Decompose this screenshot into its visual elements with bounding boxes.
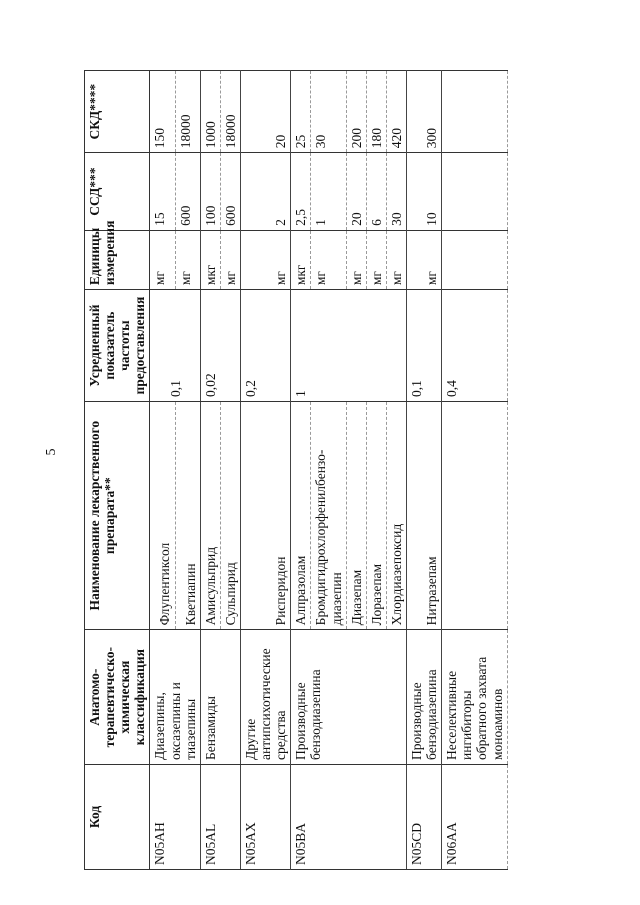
unit: мг	[150, 230, 175, 289]
skd-value: 18000	[175, 71, 200, 153]
skd-value	[442, 71, 507, 153]
ssd-value: 600	[220, 153, 240, 231]
unit	[442, 230, 507, 289]
ssd-value: 15	[150, 153, 175, 231]
atc-class: Производные бензодиазепина	[291, 630, 407, 765]
atc-class: Неселективные ингибиторы обратного захвата моноаминов	[442, 630, 507, 765]
unit: мг	[406, 230, 441, 289]
ssd-value: 2,5	[291, 153, 311, 231]
atc-code: N05AL	[200, 765, 240, 870]
table-row	[200, 71, 220, 870]
skd-value: 18000	[220, 71, 240, 153]
header-atc: Анатомо-терапевтическо-химическая классификация	[85, 630, 150, 765]
frequency: 1	[291, 290, 407, 402]
ssd-value: 600	[175, 153, 200, 231]
table-body	[150, 71, 507, 870]
table-row	[150, 71, 175, 870]
atc-class: Бензамиды	[200, 630, 240, 765]
atc-code: N05AH	[150, 765, 200, 870]
unit: мкг	[200, 230, 220, 289]
atc-code: N05CD	[406, 765, 441, 870]
drug-name: Диазепам	[346, 402, 366, 630]
skd-value: 180	[366, 71, 386, 153]
drug-name: Нитразепам	[406, 402, 441, 630]
atc-code: N06AA	[442, 765, 507, 870]
drug-name: Флупентиксол	[150, 402, 175, 630]
header-ssd: ССД***	[85, 153, 150, 231]
table-row	[442, 71, 507, 870]
drug-name: Рисперидон	[240, 402, 290, 630]
header-row	[85, 71, 150, 870]
ssd-value: 1	[311, 153, 346, 231]
header-skd: СКД****	[85, 71, 150, 153]
drug-name	[442, 402, 507, 630]
drug-table	[84, 70, 508, 870]
table-header	[85, 71, 150, 870]
ssd-value: 6	[366, 153, 386, 231]
ssd-value: 100	[200, 153, 220, 231]
drug-name: Алпразолам	[291, 402, 311, 630]
drug-name: Кветиапин	[175, 402, 200, 630]
skd-value: 200	[346, 71, 366, 153]
unit: мг	[346, 230, 366, 289]
unit: мг	[311, 230, 346, 289]
ssd-value: 20	[346, 153, 366, 231]
skd-value: 150	[150, 71, 175, 153]
header-code: Код	[85, 765, 150, 870]
frequency: 0,1	[406, 290, 441, 402]
drug-name: Лоразепам	[366, 402, 386, 630]
drug-name: Сульпирид	[220, 402, 240, 630]
frequency: 0,4	[442, 290, 507, 402]
unit: мг	[366, 230, 386, 289]
skd-value: 30	[311, 71, 346, 153]
header-drug: Наименование лекарственного препарата**	[85, 402, 150, 630]
unit: мкг	[291, 230, 311, 289]
frequency: 0,2	[240, 290, 290, 402]
header-unit: Единицы измерения	[85, 230, 150, 289]
atc-class: Другие антипсихотические средства	[240, 630, 290, 765]
atc-class: Производные бензодиазепина	[406, 630, 441, 765]
skd-value: 300	[406, 71, 441, 153]
atc-class: Диазепины, оксазепины и тиазепины	[150, 630, 200, 765]
header-frequency: Усредненный показатель частоты предоставления	[85, 290, 150, 402]
unit: мг	[386, 230, 406, 289]
drug-name: Бромдигидрохлорфенилбензо-диазепин	[311, 402, 346, 630]
drug-name: Амисульприд	[200, 402, 220, 630]
table-row	[291, 71, 311, 870]
skd-value: 20	[240, 71, 290, 153]
rotated-table-container	[84, 70, 624, 870]
table-row	[406, 71, 441, 870]
unit: мг	[240, 230, 290, 289]
ssd-value: 10	[406, 153, 441, 231]
skd-value: 420	[386, 71, 406, 153]
frequency: 0,1	[150, 290, 200, 402]
ssd-value	[442, 153, 507, 231]
page-number: 5	[44, 448, 59, 456]
unit: мг	[220, 230, 240, 289]
atc-code: N05AX	[240, 765, 290, 870]
skd-value: 1000	[200, 71, 220, 153]
ssd-value: 30	[386, 153, 406, 231]
skd-value: 25	[291, 71, 311, 153]
table-row	[240, 71, 290, 870]
atc-code: N05BA	[291, 765, 407, 870]
ssd-value: 2	[240, 153, 290, 231]
unit: мг	[175, 230, 200, 289]
frequency: 0,02	[200, 290, 240, 402]
drug-name: Хлордиазепоксид	[386, 402, 406, 630]
